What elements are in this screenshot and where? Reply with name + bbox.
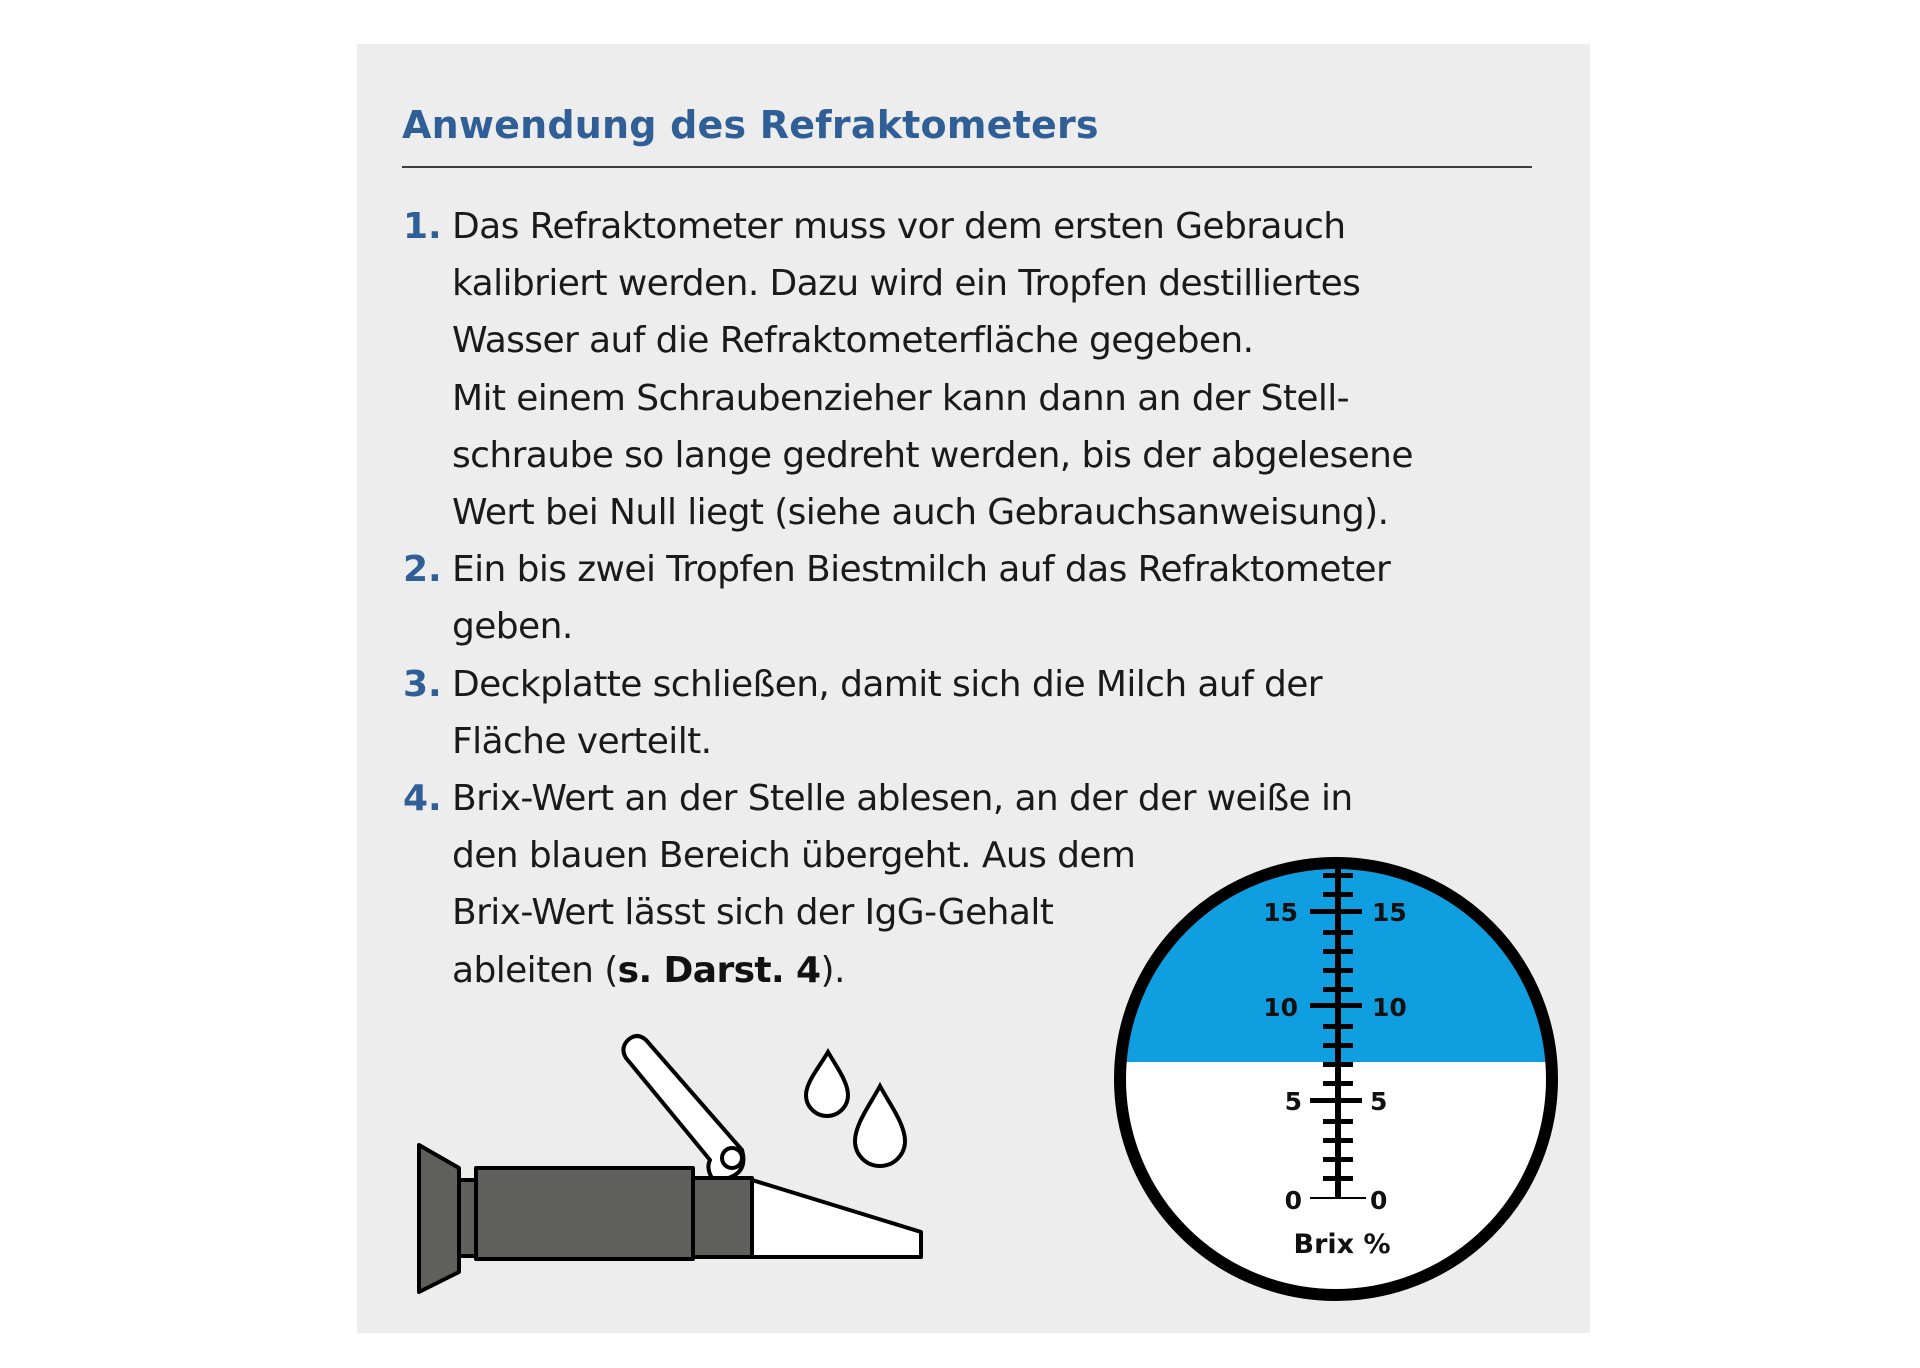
step-text-line: Brix-Wert lässt sich der IgG-Gehalt [452,892,1054,934]
prism-housing-icon [693,1178,752,1257]
step-text-line: Fläche verteilt. [452,720,712,762]
tick-label-15-right: 15 [1372,898,1407,927]
prism-icon [752,1180,921,1257]
step-text-line: Deckplatte schließen, damit sich die Milch auf der [452,663,1323,705]
drop-icon [855,1086,905,1166]
step-text-line: schraube so lange gedreht werden, bis der abgelesene [452,434,1413,476]
step-text-line: Das Refraktometer muss vor dem ersten Gebrauch [452,206,1346,247]
step-text-line: Ein bis zwei Tropfen Biestmilch auf das Refraktometer [452,549,1391,591]
step-text-line: den blauen Bereich übergeht. Aus dem [452,835,1136,877]
tick-label-5-right: 5 [1370,1087,1388,1116]
drop-icon [806,1052,848,1116]
tick-label-15-left: 15 [1263,898,1298,927]
step-number: 3. [403,663,442,705]
figure-reference-link[interactable]: s. Darst. 4 [617,949,821,991]
tick-label-0-right: 0 [1370,1186,1388,1215]
step-text-line: kalibriert werden. Dazu wird ein Tropfen destilliertes [452,263,1361,305]
step-text-line: Brix-Wert an der Stelle ablesen, an der der weiße in [452,778,1353,820]
step-number: 4. [403,778,442,820]
eyepiece-icon [419,1145,459,1292]
tick-label-10-right: 10 [1372,993,1407,1022]
refractometer-icon [419,1036,921,1292]
water-drops-icon [806,1052,905,1166]
step-number: 2. [403,549,442,591]
step-text-line: geben. [452,606,573,648]
step-text-line: Wasser auf die Refraktometerfläche gegeben. [452,320,1254,362]
step-text-line: Wert bei Null liegt (siehe auch Gebrauchsanweisung). [452,492,1389,534]
tick-label-5-left: 5 [1284,1087,1302,1116]
step-text-line: Mit einem Schraubenzieher kann dann an der Stell- [452,377,1350,419]
step-number: 1. [403,206,442,247]
tick-label-10-left: 10 [1263,993,1298,1022]
cover-plate-icon [623,1036,743,1178]
tick-label-0-left: 0 [1284,1186,1302,1215]
body-icon [476,1168,693,1259]
brix-scale-view [1110,850,1570,1310]
scale-unit-label: Brix % [1293,1229,1391,1260]
neck-icon [459,1180,476,1256]
step-text-suffix: ). [820,949,845,991]
box-title: Anwendung des Refraktometers [402,103,1099,147]
step-text-prefix: ableiten ( [452,949,618,991]
